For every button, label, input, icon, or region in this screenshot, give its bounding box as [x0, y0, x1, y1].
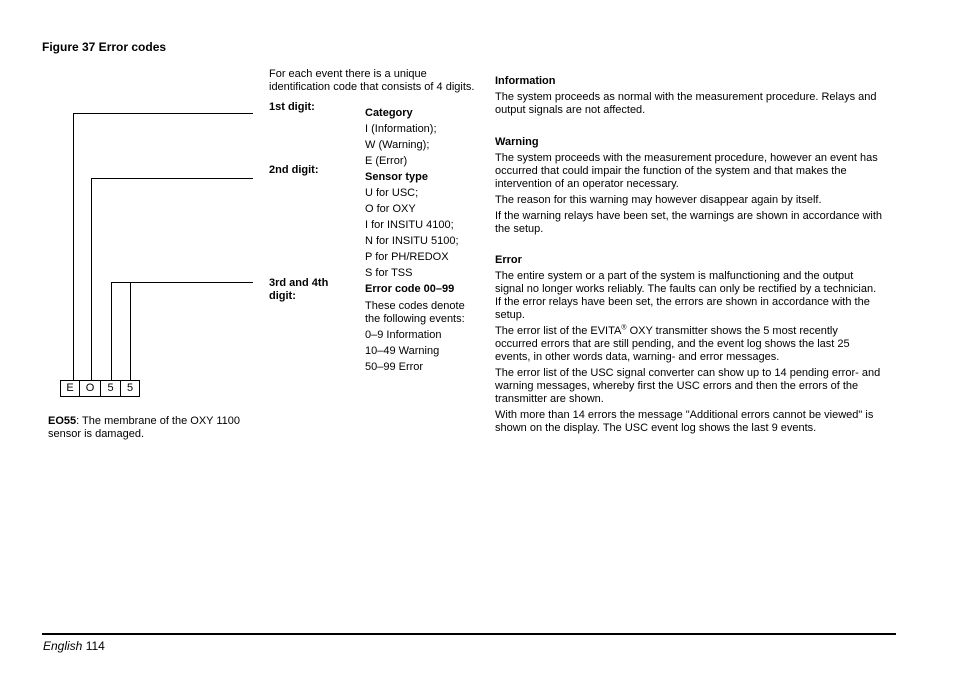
paragraph: The entire system or a part of the system is malfunctioning and the output signal no longer works reliably. The faults can only be rectified by a technician. If the error relays have been set, the errors are shown in accordance with the setup.	[495, 270, 877, 321]
footer-language: English	[43, 639, 83, 653]
registered-mark: ®	[621, 324, 627, 332]
figure-title: Figure 37 Error codes	[42, 40, 167, 54]
page-number: 114	[85, 639, 105, 653]
list-item: P for PH/REDOX	[365, 251, 449, 263]
list-item: U for USC;	[365, 187, 419, 199]
section-heading: Information	[495, 75, 556, 87]
paragraph: The reason for this warning may however disappear again by itself.	[495, 194, 822, 206]
code-box: O	[79, 380, 101, 397]
paragraph: With more than 14 errors the message "Additional errors cannot be viewed" is shown on the display. The USC event log shows the last 9 events.	[495, 409, 874, 434]
footer	[43, 639, 105, 654]
paragraph: The system proceeds as normal with the measurement procedure. Relays and output signals are not affected.	[495, 91, 877, 116]
list-item: 10–49 Warning	[365, 345, 440, 357]
diagram-caption	[48, 415, 258, 441]
text: The error list of the EVITA	[495, 325, 622, 337]
connector-line	[73, 113, 253, 114]
list-description: These codes denote the following events:	[365, 300, 465, 325]
list-heading: Sensor type	[365, 171, 428, 183]
paragraph: The system proceeds with the measurement procedure, however an event has occurred that could impair the function of the system and that makes the intervention of an operator necessary.	[495, 152, 878, 190]
section-heading: Error	[495, 254, 522, 266]
text: OXY transmitter shows the 5 most recently occurred errors that are still pending, and the event log shows the last 25 events, in other words data, warning- and error messages.	[495, 325, 850, 363]
list-item: I (Information);	[365, 123, 437, 135]
list-item: 50–99 Error	[365, 361, 424, 373]
list-heading: Category	[365, 107, 413, 119]
connector-line	[91, 178, 253, 179]
intro-text: For each event there is a unique identification code that consists of 4 digits.	[269, 68, 475, 93]
footer-rule	[42, 633, 896, 635]
paragraph: The error list of the USC signal converter can show up to 14 pending error- and warning messages, whereby first the USC errors and then the errors of the transmitter are shown.	[495, 367, 881, 405]
list-item: 0–9 Information	[365, 329, 442, 341]
list-item: I for INSITU 4100;	[365, 219, 454, 231]
caption-text: : The membrane of the OXY 1100 sensor is damaged.	[48, 415, 241, 440]
digit-label: 3rd and 4th digit:	[269, 277, 329, 302]
information-section	[495, 75, 890, 120]
warning-section	[495, 136, 890, 239]
code-box: 5	[120, 380, 140, 397]
caption-code: EO55	[48, 415, 77, 427]
error-section	[495, 254, 890, 438]
list-item: O for OXY	[365, 203, 416, 215]
digit-label: 2nd digit:	[269, 164, 319, 176]
paragraph: If the warning relays have been set, the warnings are shown in accordance with the setup.	[495, 210, 883, 235]
list-item: N for INSITU 5100;	[365, 235, 459, 247]
connector-line	[73, 113, 74, 381]
connector-line	[111, 282, 253, 283]
connector-line	[130, 282, 131, 381]
code-box: E	[60, 380, 80, 397]
list-item: E (Error)	[365, 155, 408, 167]
connector-line	[111, 282, 112, 381]
connector-line	[91, 178, 92, 381]
list-heading: Error code 00–99	[365, 283, 455, 295]
list-item: S for TSS	[365, 267, 413, 279]
category-list	[365, 107, 475, 377]
code-box: 5	[100, 380, 121, 397]
list-item: W (Warning);	[365, 139, 430, 151]
digit-label: 1st digit:	[269, 101, 315, 113]
paragraph	[495, 325, 855, 364]
section-heading: Warning	[495, 136, 539, 148]
